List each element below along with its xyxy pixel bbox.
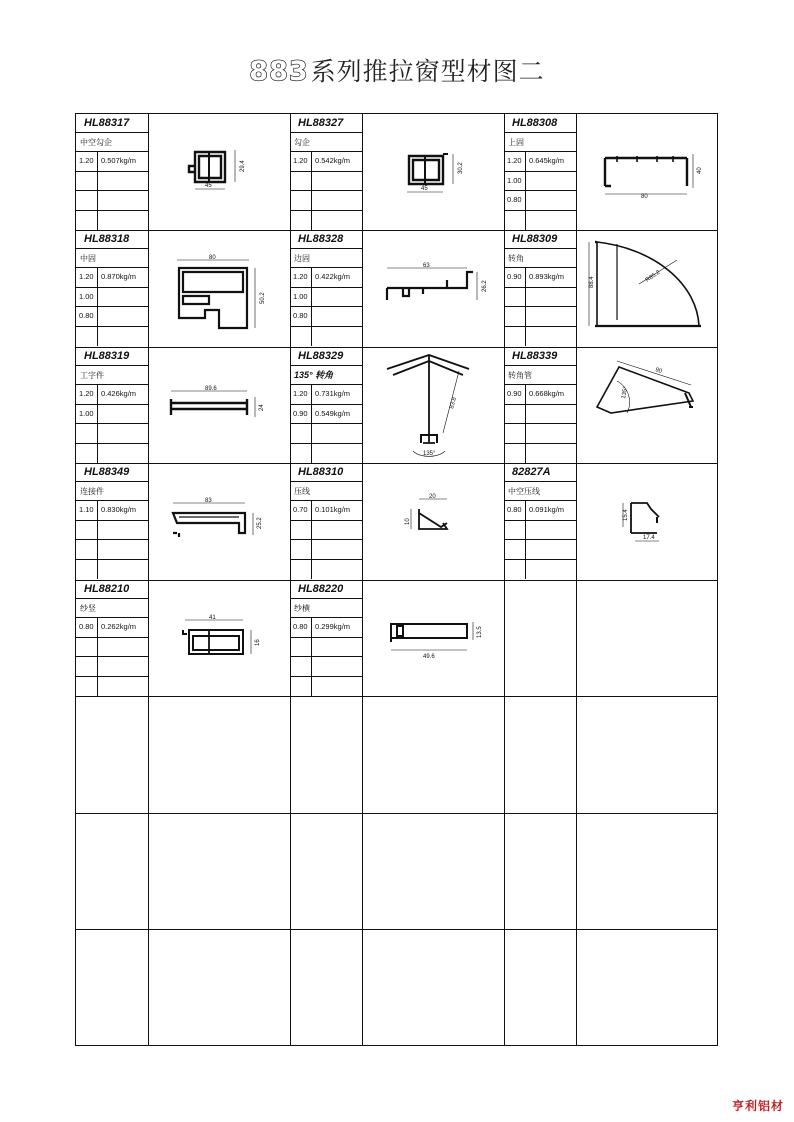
thickness — [504, 405, 526, 424]
profile-name: 边固 — [290, 249, 362, 268]
weight: 0.668kg/m — [529, 389, 565, 398]
thickness: 1.20 — [290, 152, 312, 171]
spec-row — [76, 307, 148, 327]
thickness — [290, 638, 312, 657]
svg-text:17.4: 17.4 — [643, 535, 655, 541]
profile-spec — [76, 347, 148, 463]
profile-name: 上固 — [504, 133, 576, 152]
thickness: 1.20 — [76, 268, 98, 287]
thickness: 1.20 — [76, 152, 98, 171]
profile-code: HL88210 — [76, 580, 148, 599]
thickness — [504, 288, 526, 307]
title-text: 系列推拉窗型材图二 — [310, 57, 545, 86]
profile-code: HL88349 — [76, 463, 148, 482]
spec-row — [76, 521, 148, 541]
weight: 0.299kg/m — [315, 622, 351, 631]
svg-text:25.2: 25.2 — [257, 517, 263, 529]
spec-row — [290, 327, 362, 347]
spec-row — [76, 638, 148, 658]
thickness: 1.00 — [76, 288, 98, 307]
profile-drawing-svg — [577, 230, 718, 346]
spec-row — [290, 657, 362, 677]
svg-text:49.6: 49.6 — [423, 654, 435, 660]
thickness: 0.80 — [504, 191, 526, 210]
profile-drawing — [577, 463, 719, 579]
profile-drawing — [363, 580, 505, 696]
thickness: 1.00 — [290, 288, 312, 307]
spec-row — [76, 268, 148, 288]
thickness — [504, 327, 526, 347]
profile-drawing-svg — [149, 230, 290, 346]
profile-drawing — [149, 347, 291, 463]
weight: 0.507kg/m — [101, 156, 137, 165]
spec-row — [76, 172, 148, 192]
profile-spec — [504, 347, 576, 463]
thickness — [76, 677, 98, 697]
svg-text:30.2: 30.2 — [458, 162, 464, 174]
profile-drawing — [363, 230, 505, 346]
profile-drawing-svg — [577, 463, 718, 579]
svg-text:41: 41 — [209, 615, 216, 621]
profile-drawing-svg — [363, 230, 504, 346]
spec-row — [76, 424, 148, 444]
profile-name: 勾企 — [290, 133, 362, 152]
weight: 0.542kg/m — [315, 156, 351, 165]
svg-text:63: 63 — [423, 263, 430, 269]
profile-code: HL88309 — [504, 230, 576, 249]
profile-drawing — [577, 114, 719, 230]
svg-text:50.2: 50.2 — [260, 292, 266, 304]
thickness — [76, 327, 98, 347]
spec-row — [76, 501, 148, 521]
weight: 0.893kg/m — [529, 272, 565, 281]
spec-row — [290, 288, 362, 308]
spec-row — [76, 288, 148, 308]
spec-row — [504, 327, 576, 347]
spec-row — [76, 191, 148, 211]
spec-row — [76, 540, 148, 560]
thickness — [290, 540, 312, 559]
svg-text:135°: 135° — [423, 451, 436, 457]
thickness — [504, 424, 526, 443]
svg-text:90: 90 — [654, 367, 663, 375]
profile-spec — [504, 114, 576, 230]
profile-spec — [76, 230, 148, 346]
profile-code: HL88328 — [290, 230, 362, 249]
weight: 0.830kg/m — [101, 505, 137, 514]
spec-row — [76, 560, 148, 580]
spec-row — [76, 405, 148, 425]
thickness: 0.80 — [504, 501, 526, 520]
spec-row — [76, 618, 148, 638]
thickness: 1.20 — [290, 268, 312, 287]
thickness — [76, 191, 98, 210]
svg-text:26.2: 26.2 — [482, 280, 488, 292]
thickness — [76, 540, 98, 559]
thickness: 0.90 — [504, 385, 526, 404]
profile-code: HL88317 — [76, 114, 148, 133]
thickness — [76, 172, 98, 191]
profile-drawing — [149, 114, 291, 230]
spec-row — [504, 405, 576, 425]
spec-row — [76, 657, 148, 677]
thickness — [504, 540, 526, 559]
thickness: 1.00 — [504, 172, 526, 191]
profile-drawing-svg — [363, 463, 504, 579]
profile-drawing — [363, 114, 505, 230]
profile-name: 转角 — [504, 249, 576, 268]
spec-row — [504, 172, 576, 192]
spec-row — [76, 327, 148, 347]
spec-row — [290, 501, 362, 521]
spec-row — [504, 268, 576, 288]
svg-text:135°: 135° — [621, 386, 630, 400]
profile-drawing-svg — [149, 114, 290, 230]
spec-row — [290, 268, 362, 288]
spec-row — [290, 560, 362, 580]
thickness: 1.00 — [76, 405, 98, 424]
thickness — [290, 560, 312, 580]
profile-spec — [76, 580, 148, 696]
profile-name: 中空勾企 — [76, 133, 148, 152]
profile-code: HL88308 — [504, 114, 576, 133]
spec-row — [504, 444, 576, 464]
thickness: 1.20 — [504, 152, 526, 171]
weight: 0.731kg/m — [315, 389, 351, 398]
spec-row — [290, 405, 362, 425]
thickness: 1.20 — [76, 385, 98, 404]
spec-row — [290, 307, 362, 327]
profile-name: 连接件 — [76, 482, 148, 501]
profile-code: HL88310 — [290, 463, 362, 482]
thickness: 0.70 — [290, 501, 312, 520]
profile-code: HL88339 — [504, 347, 576, 366]
profile-code: HL88318 — [76, 230, 148, 249]
spec-row — [76, 152, 148, 172]
spec-row — [76, 444, 148, 464]
spec-row — [290, 540, 362, 560]
spec-row — [76, 385, 148, 405]
thickness — [504, 521, 526, 540]
spec-row — [504, 424, 576, 444]
profile-spec — [76, 463, 148, 579]
profile-code: HL88329 — [290, 347, 362, 366]
svg-text:R85.2: R85.2 — [644, 269, 662, 284]
svg-text:10: 10 — [405, 518, 411, 525]
profile-code: HL88327 — [290, 114, 362, 133]
thickness — [76, 521, 98, 540]
thickness: 0.90 — [290, 405, 312, 424]
spec-row — [76, 677, 148, 697]
spec-row — [290, 211, 362, 231]
thickness — [290, 327, 312, 347]
brand-logo: 亨利铝材 — [731, 1099, 784, 1113]
spec-row — [504, 385, 576, 405]
weight: 0.645kg/m — [529, 156, 565, 165]
weight: 0.870kg/m — [101, 272, 137, 281]
profile-drawing-svg — [577, 114, 718, 230]
profile-drawing — [149, 463, 291, 579]
thickness — [76, 424, 98, 443]
series-number: 883 — [249, 56, 309, 87]
profile-drawing — [577, 230, 719, 346]
svg-text:88.4: 88.4 — [589, 276, 595, 288]
profile-spec — [290, 463, 362, 579]
svg-text:45: 45 — [205, 183, 212, 189]
profile-drawing-svg — [149, 463, 290, 579]
profile-code: HL88220 — [290, 580, 362, 599]
svg-text:24: 24 — [259, 404, 265, 411]
thickness — [76, 657, 98, 676]
thickness — [290, 424, 312, 443]
weight: 0.101kg/m — [315, 505, 351, 514]
thickness — [290, 211, 312, 231]
svg-text:80: 80 — [209, 255, 216, 261]
thickness — [290, 677, 312, 697]
profile-spec — [504, 463, 576, 579]
profile-spec — [76, 114, 148, 230]
svg-text:16: 16 — [255, 639, 261, 646]
profile-code: HL88319 — [76, 347, 148, 366]
profile-drawing-svg — [363, 347, 504, 463]
thickness — [504, 211, 526, 231]
profile-name: 135° 转角 — [290, 366, 362, 385]
profile-name: 转角管 — [504, 366, 576, 385]
spec-row — [290, 172, 362, 192]
spec-row — [76, 211, 148, 231]
svg-text:45: 45 — [421, 186, 428, 192]
thickness — [76, 560, 98, 580]
spec-row — [504, 288, 576, 308]
profile-spec — [290, 347, 362, 463]
spec-row — [290, 152, 362, 172]
profile-name: 中空压线 — [504, 482, 576, 501]
svg-text:80: 80 — [641, 194, 648, 200]
spec-row — [504, 152, 576, 172]
profile-code: 82827A — [504, 463, 576, 482]
profile-table — [75, 113, 718, 1046]
page-title — [0, 52, 794, 88]
thickness: 1.10 — [76, 501, 98, 520]
thickness — [504, 560, 526, 580]
profile-name: 压线 — [290, 482, 362, 501]
svg-text:89.6: 89.6 — [205, 386, 217, 392]
spec-row — [504, 191, 576, 211]
spec-row — [290, 191, 362, 211]
thickness — [290, 172, 312, 191]
profile-drawing — [363, 463, 505, 579]
thickness — [76, 444, 98, 464]
weight: 0.091kg/m — [529, 505, 565, 514]
thickness: 0.80 — [290, 618, 312, 637]
spec-row — [290, 677, 362, 697]
thickness — [290, 444, 312, 464]
thickness — [76, 211, 98, 231]
profile-drawing — [363, 347, 505, 463]
svg-text:40: 40 — [697, 167, 703, 174]
profile-spec — [290, 230, 362, 346]
profile-spec — [290, 580, 362, 696]
thickness: 0.80 — [290, 307, 312, 326]
spec-row — [290, 424, 362, 444]
svg-text:15.4: 15.4 — [623, 509, 629, 521]
thickness — [504, 444, 526, 464]
thickness — [504, 307, 526, 326]
profile-name: 工字件 — [76, 366, 148, 385]
profile-drawing — [149, 230, 291, 346]
weight: 0.549kg/m — [315, 408, 351, 418]
profile-drawing — [149, 580, 291, 696]
weight: 0.262kg/m — [101, 622, 137, 631]
thickness: 0.90 — [504, 268, 526, 287]
profile-name: 中固 — [76, 249, 148, 268]
thickness — [76, 638, 98, 657]
svg-text:13.5: 13.5 — [477, 626, 483, 638]
profile-drawing-svg — [149, 580, 290, 696]
spec-row — [290, 638, 362, 658]
spec-row — [504, 211, 576, 231]
thickness — [290, 521, 312, 540]
thickness: 0.80 — [76, 618, 98, 637]
profile-drawing-svg — [577, 347, 718, 463]
thickness — [290, 657, 312, 676]
spec-row — [504, 307, 576, 327]
profile-drawing-svg — [363, 114, 504, 230]
weight: 0.426kg/m — [101, 389, 137, 398]
thickness: 1.20 — [290, 385, 312, 404]
spec-row — [290, 444, 362, 464]
svg-text:20: 20 — [429, 494, 436, 500]
svg-text:83: 83 — [205, 498, 212, 504]
thickness: 0.80 — [76, 307, 98, 326]
profile-drawing-svg — [363, 580, 504, 696]
spec-row — [290, 618, 362, 638]
svg-text:83.8: 83.8 — [449, 396, 459, 410]
profile-name: 纱竖 — [76, 599, 148, 618]
spec-row — [290, 385, 362, 405]
weight: 0.422kg/m — [315, 272, 351, 281]
spec-row — [504, 560, 576, 580]
profile-spec — [504, 230, 576, 346]
spec-row — [290, 521, 362, 541]
spec-row — [504, 501, 576, 521]
profile-drawing-svg — [149, 347, 290, 463]
profile-drawing — [577, 347, 719, 463]
thickness — [290, 191, 312, 210]
svg-text:29.4: 29.4 — [240, 160, 246, 172]
spec-row — [504, 521, 576, 541]
profile-name: 纱横 — [290, 599, 362, 618]
profile-spec — [290, 114, 362, 230]
spec-row — [504, 540, 576, 560]
